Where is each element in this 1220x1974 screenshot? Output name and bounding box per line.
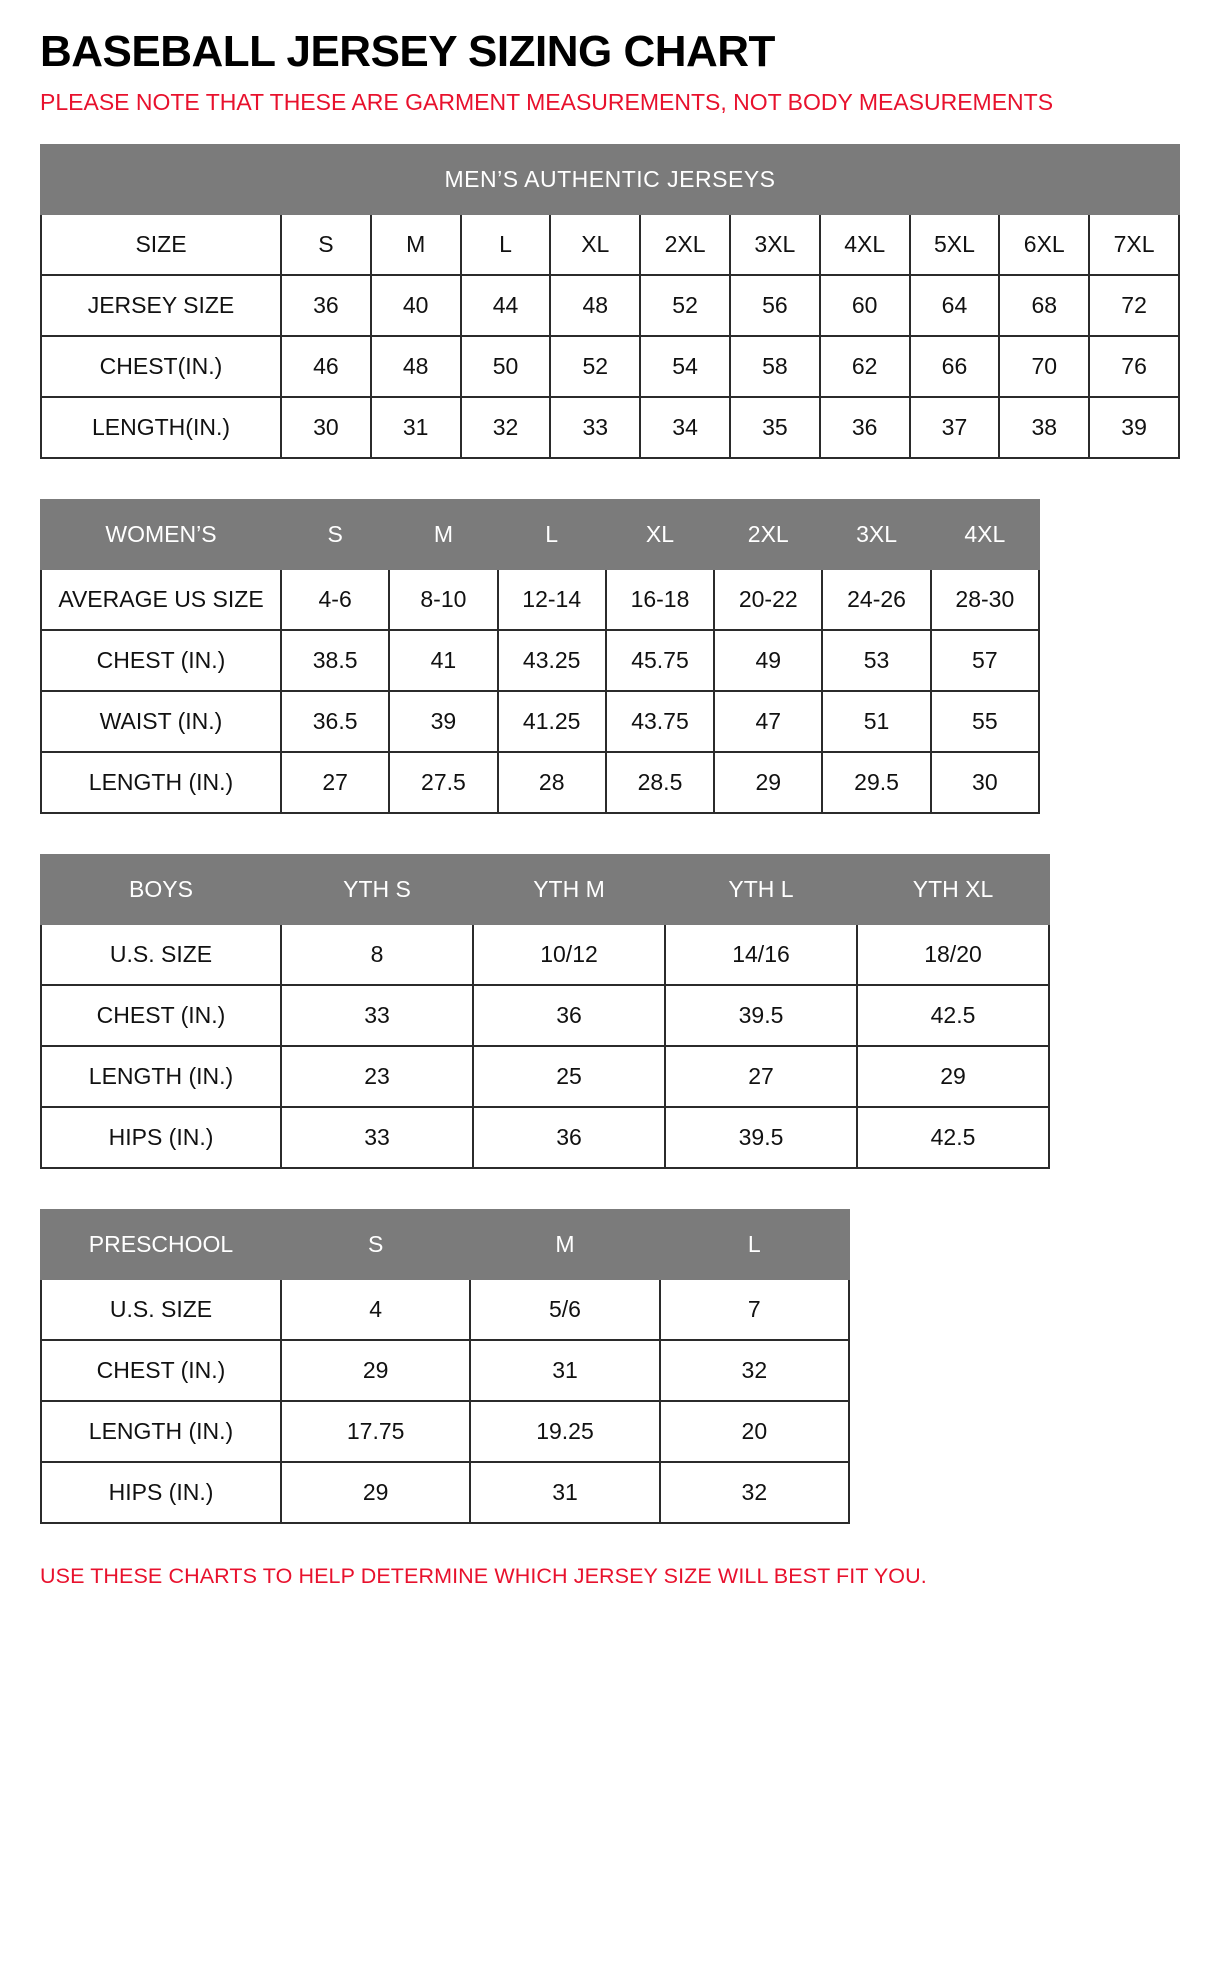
preschool-row-1-v0: 29 bbox=[281, 1340, 470, 1401]
mens-row-0-v3: 48 bbox=[550, 275, 640, 336]
womens-row-0-v6: 28-30 bbox=[931, 569, 1039, 630]
mens-row-2-v4: 34 bbox=[640, 397, 730, 458]
mens-row-2-v8: 38 bbox=[999, 397, 1089, 458]
womens-row-0-v4: 20-22 bbox=[714, 569, 822, 630]
womens-row-0-v2: 12-14 bbox=[498, 569, 606, 630]
boys-row-3-v0: 33 bbox=[281, 1107, 473, 1168]
preschool-row-1-v2: 32 bbox=[660, 1340, 849, 1401]
mens-header-label: SIZE bbox=[41, 214, 281, 275]
boys-size-table bbox=[40, 854, 1050, 1169]
preschool-header-label: PRESCHOOL bbox=[41, 1210, 281, 1279]
womens-row-3-v2: 28 bbox=[498, 752, 606, 813]
womens-row-1-v5: 53 bbox=[822, 630, 930, 691]
mens-size-2: L bbox=[461, 214, 551, 275]
mens-banner: MEN’S AUTHENTIC JERSEYS bbox=[41, 145, 1179, 214]
preschool-row-2-v2: 20 bbox=[660, 1401, 849, 1462]
mens-row-1-v4: 54 bbox=[640, 336, 730, 397]
table-row bbox=[41, 1279, 849, 1340]
womens-row-1-v4: 49 bbox=[714, 630, 822, 691]
mens-row-0-v8: 68 bbox=[999, 275, 1089, 336]
womens-size-3: XL bbox=[606, 500, 714, 569]
womens-row-1-label: CHEST (IN.) bbox=[41, 630, 281, 691]
womens-size-6: 4XL bbox=[931, 500, 1039, 569]
mens-size-table bbox=[40, 144, 1180, 459]
preschool-row-1-label: CHEST (IN.) bbox=[41, 1340, 281, 1401]
preschool-row-2-v0: 17.75 bbox=[281, 1401, 470, 1462]
womens-row-3-v1: 27.5 bbox=[389, 752, 497, 813]
womens-row-3-v3: 28.5 bbox=[606, 752, 714, 813]
mens-row-1-label: CHEST(IN.) bbox=[41, 336, 281, 397]
boys-row-2-v2: 27 bbox=[665, 1046, 857, 1107]
preschool-size-2: L bbox=[660, 1210, 849, 1279]
mens-row-1-v0: 46 bbox=[281, 336, 371, 397]
mens-size-5: 3XL bbox=[730, 214, 820, 275]
womens-row-0-label: AVERAGE US SIZE bbox=[41, 569, 281, 630]
womens-size-0: S bbox=[281, 500, 389, 569]
preschool-row-0-v2: 7 bbox=[660, 1279, 849, 1340]
womens-row-2-v5: 51 bbox=[822, 691, 930, 752]
table-row bbox=[41, 1107, 1049, 1168]
boys-row-2-v3: 29 bbox=[857, 1046, 1049, 1107]
preschool-row-3-label: HIPS (IN.) bbox=[41, 1462, 281, 1523]
preschool-size-1: M bbox=[470, 1210, 659, 1279]
mens-row-0-label: JERSEY SIZE bbox=[41, 275, 281, 336]
mens-row-0-v2: 44 bbox=[461, 275, 551, 336]
mens-size-7: 5XL bbox=[910, 214, 1000, 275]
mens-row-0-v6: 60 bbox=[820, 275, 910, 336]
mens-row-2-v9: 39 bbox=[1089, 397, 1179, 458]
table-row bbox=[41, 1046, 1049, 1107]
mens-row-0-v4: 52 bbox=[640, 275, 730, 336]
preschool-row-2-v1: 19.25 bbox=[470, 1401, 659, 1462]
mens-row-0-v0: 36 bbox=[281, 275, 371, 336]
mens-row-1-v2: 50 bbox=[461, 336, 551, 397]
table-row bbox=[41, 630, 1039, 691]
womens-size-4: 2XL bbox=[714, 500, 822, 569]
preschool-row-1-v1: 31 bbox=[470, 1340, 659, 1401]
boys-row-0-label: U.S. SIZE bbox=[41, 924, 281, 985]
table-row bbox=[41, 500, 1039, 569]
boys-row-3-v3: 42.5 bbox=[857, 1107, 1049, 1168]
womens-row-2-v4: 47 bbox=[714, 691, 822, 752]
womens-size-2: L bbox=[498, 500, 606, 569]
boys-size-0: YTH S bbox=[281, 855, 473, 924]
table-row bbox=[41, 336, 1179, 397]
mens-row-0-v5: 56 bbox=[730, 275, 820, 336]
womens-row-1-v6: 57 bbox=[931, 630, 1039, 691]
womens-size-table bbox=[40, 499, 1040, 814]
womens-row-1-v3: 45.75 bbox=[606, 630, 714, 691]
womens-row-1-v0: 38.5 bbox=[281, 630, 389, 691]
boys-row-0-v3: 18/20 bbox=[857, 924, 1049, 985]
mens-row-1-v3: 52 bbox=[550, 336, 640, 397]
boys-row-1-v1: 36 bbox=[473, 985, 665, 1046]
mens-row-2-v2: 32 bbox=[461, 397, 551, 458]
page-title: BASEBALL JERSEY SIZING CHART bbox=[40, 27, 775, 76]
preschool-row-0-label: U.S. SIZE bbox=[41, 1279, 281, 1340]
table-row bbox=[41, 1462, 849, 1523]
womens-row-1-v1: 41 bbox=[389, 630, 497, 691]
womens-row-2-v3: 43.75 bbox=[606, 691, 714, 752]
boys-row-1-label: CHEST (IN.) bbox=[41, 985, 281, 1046]
womens-row-2-v6: 55 bbox=[931, 691, 1039, 752]
boys-row-1-v2: 39.5 bbox=[665, 985, 857, 1046]
womens-row-3-label: LENGTH (IN.) bbox=[41, 752, 281, 813]
mens-row-2-v3: 33 bbox=[550, 397, 640, 458]
mens-row-2-label: LENGTH(IN.) bbox=[41, 397, 281, 458]
womens-row-0-v5: 24-26 bbox=[822, 569, 930, 630]
womens-row-1-v2: 43.25 bbox=[498, 630, 606, 691]
womens-row-2-label: WAIST (IN.) bbox=[41, 691, 281, 752]
mens-row-2-v5: 35 bbox=[730, 397, 820, 458]
mens-size-6: 4XL bbox=[820, 214, 910, 275]
womens-row-3-v5: 29.5 bbox=[822, 752, 930, 813]
mens-size-4: 2XL bbox=[640, 214, 730, 275]
womens-size-5: 3XL bbox=[822, 500, 930, 569]
preschool-row-3-v0: 29 bbox=[281, 1462, 470, 1523]
table-row bbox=[41, 569, 1039, 630]
mens-size-9: 7XL bbox=[1089, 214, 1179, 275]
preschool-row-3-v2: 32 bbox=[660, 1462, 849, 1523]
boys-row-2-label: LENGTH (IN.) bbox=[41, 1046, 281, 1107]
table-row bbox=[41, 397, 1179, 458]
womens-row-2-v2: 41.25 bbox=[498, 691, 606, 752]
boys-row-1-v0: 33 bbox=[281, 985, 473, 1046]
table-row bbox=[41, 1340, 849, 1401]
boys-header-label: BOYS bbox=[41, 855, 281, 924]
mens-row-0-v1: 40 bbox=[371, 275, 461, 336]
womens-row-3-v0: 27 bbox=[281, 752, 389, 813]
table-row bbox=[41, 691, 1039, 752]
boys-row-2-v1: 25 bbox=[473, 1046, 665, 1107]
womens-row-2-v1: 39 bbox=[389, 691, 497, 752]
preschool-row-0-v1: 5/6 bbox=[470, 1279, 659, 1340]
preschool-row-2-label: LENGTH (IN.) bbox=[41, 1401, 281, 1462]
mens-row-1-v7: 66 bbox=[910, 336, 1000, 397]
mens-row-1-v6: 62 bbox=[820, 336, 910, 397]
mens-row-0-v9: 72 bbox=[1089, 275, 1179, 336]
boys-row-1-v3: 42.5 bbox=[857, 985, 1049, 1046]
boys-size-2: YTH L bbox=[665, 855, 857, 924]
boys-row-3-label: HIPS (IN.) bbox=[41, 1107, 281, 1168]
table-row bbox=[41, 752, 1039, 813]
mens-size-1: M bbox=[371, 214, 461, 275]
table-row bbox=[41, 924, 1049, 985]
preschool-size-0: S bbox=[281, 1210, 470, 1279]
mens-size-3: XL bbox=[550, 214, 640, 275]
measurement-note: PLEASE NOTE THAT THESE ARE GARMENT MEASUREMENTS, NOT BODY MEASUREMENTS bbox=[40, 89, 1054, 116]
mens-row-1-v1: 48 bbox=[371, 336, 461, 397]
mens-size-0: S bbox=[281, 214, 371, 275]
mens-row-2-v1: 31 bbox=[371, 397, 461, 458]
womens-row-0-v1: 8-10 bbox=[389, 569, 497, 630]
womens-row-2-v0: 36.5 bbox=[281, 691, 389, 752]
footer-note: USE THESE CHARTS TO HELP DETERMINE WHICH JERSEY SIZE WILL BEST FIT YOU. bbox=[40, 1563, 927, 1588]
mens-row-1-v8: 70 bbox=[999, 336, 1089, 397]
table-row bbox=[41, 1401, 849, 1462]
table-row bbox=[41, 1210, 849, 1279]
boys-size-1: YTH M bbox=[473, 855, 665, 924]
boys-size-3: YTH XL bbox=[857, 855, 1049, 924]
mens-row-2-v0: 30 bbox=[281, 397, 371, 458]
preschool-row-3-v1: 31 bbox=[470, 1462, 659, 1523]
womens-size-1: M bbox=[389, 500, 497, 569]
boys-row-3-v1: 36 bbox=[473, 1107, 665, 1168]
table-row bbox=[41, 275, 1179, 336]
table-row bbox=[41, 145, 1179, 214]
preschool-size-table bbox=[40, 1209, 850, 1524]
mens-row-1-v9: 76 bbox=[1089, 336, 1179, 397]
womens-row-0-v0: 4-6 bbox=[281, 569, 389, 630]
mens-row-1-v5: 58 bbox=[730, 336, 820, 397]
boys-row-0-v0: 8 bbox=[281, 924, 473, 985]
womens-row-3-v4: 29 bbox=[714, 752, 822, 813]
preschool-row-0-v0: 4 bbox=[281, 1279, 470, 1340]
boys-row-0-v2: 14/16 bbox=[665, 924, 857, 985]
womens-header-label: WOMEN’S bbox=[41, 500, 281, 569]
table-row bbox=[41, 855, 1049, 924]
boys-row-3-v2: 39.5 bbox=[665, 1107, 857, 1168]
boys-row-2-v0: 23 bbox=[281, 1046, 473, 1107]
mens-row-0-v7: 64 bbox=[910, 275, 1000, 336]
womens-row-0-v3: 16-18 bbox=[606, 569, 714, 630]
mens-row-2-v7: 37 bbox=[910, 397, 1000, 458]
womens-row-3-v6: 30 bbox=[931, 752, 1039, 813]
boys-row-0-v1: 10/12 bbox=[473, 924, 665, 985]
table-row bbox=[41, 985, 1049, 1046]
table-row bbox=[41, 214, 1179, 275]
mens-row-2-v6: 36 bbox=[820, 397, 910, 458]
mens-size-8: 6XL bbox=[999, 214, 1089, 275]
